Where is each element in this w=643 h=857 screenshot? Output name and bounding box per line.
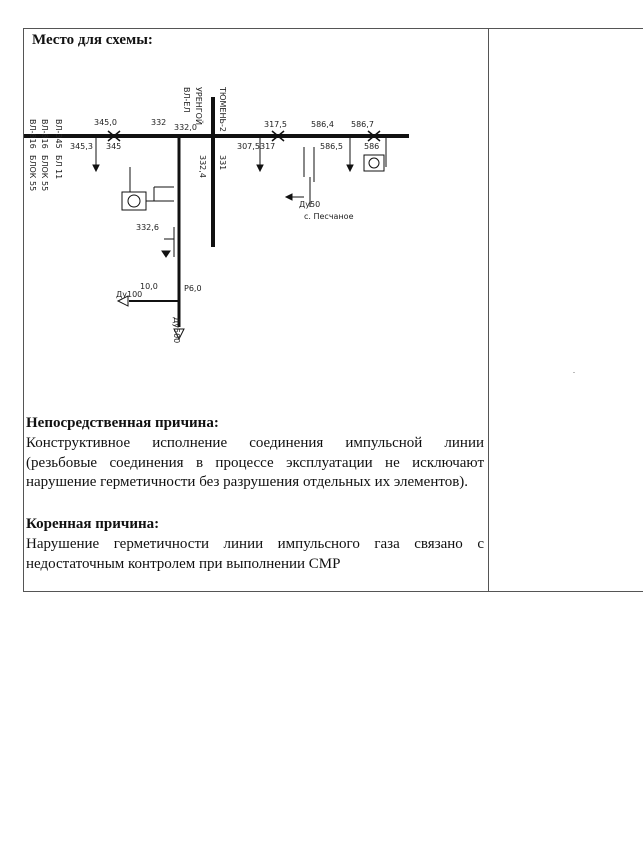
svg-text:10,0: 10,0 bbox=[140, 282, 158, 291]
svg-text:332,4: 332,4 bbox=[198, 155, 207, 178]
svg-text:317,5: 317,5 bbox=[264, 120, 287, 129]
pipeline-schematic-icon bbox=[24, 67, 489, 377]
svg-text:332: 332 bbox=[151, 118, 167, 127]
svg-text:БЛ 11: БЛ 11 bbox=[54, 155, 63, 180]
direct-cause-text: Конструктивное исполнение соединения импульсной линии (резьбовые соединения в процессе эксплуатации не исключают нарушение герметичности без разрушения отдельных их элементов). bbox=[26, 435, 484, 490]
direct-cause-heading: Непосредственная причина: bbox=[26, 415, 219, 431]
svg-text:345,0: 345,0 bbox=[94, 118, 117, 127]
empty-right-cell bbox=[489, 29, 643, 591]
svg-text:БЛОК 55: БЛОК 55 bbox=[28, 155, 37, 192]
svg-text:БЛОК 55: БЛОК 55 bbox=[40, 155, 49, 192]
scheme-title: Место для схемы: bbox=[32, 32, 153, 48]
svg-text:Ду500: Ду500 bbox=[172, 317, 181, 344]
svg-text:345,3: 345,3 bbox=[70, 142, 93, 151]
svg-text:ВЛ-816: ВЛ-816 bbox=[28, 119, 37, 149]
svg-text:ВЛ-345: ВЛ-345 bbox=[54, 119, 63, 149]
svg-text:с. Песчаное: с. Песчаное bbox=[304, 212, 354, 221]
svg-text:Ду100: Ду100 bbox=[116, 290, 143, 299]
svg-text:317: 317 bbox=[260, 142, 276, 151]
svg-text:586,4: 586,4 bbox=[311, 120, 334, 129]
root-cause-text: Нарушение герметичности линии импульсного газа связано с недостаточным контролем при выполнении СМР bbox=[26, 536, 484, 572]
svg-text:586: 586 bbox=[364, 142, 380, 151]
svg-text:Ду50: Ду50 bbox=[299, 200, 321, 209]
svg-text:ВЛ-ЕЛ: ВЛ-ЕЛ bbox=[182, 87, 191, 113]
svg-text:332,0: 332,0 bbox=[174, 123, 197, 132]
incident-form-table bbox=[23, 28, 643, 592]
svg-text:Р6,0: Р6,0 bbox=[184, 284, 202, 293]
svg-text:586,5: 586,5 bbox=[320, 142, 343, 151]
svg-text:586,7: 586,7 bbox=[351, 120, 374, 129]
root-cause-heading: Коренная причина: bbox=[26, 516, 160, 532]
scan-speck bbox=[573, 372, 575, 373]
scheme-cell bbox=[24, 29, 489, 591]
svg-text:307,5: 307,5 bbox=[237, 142, 260, 151]
svg-text:345: 345 bbox=[106, 142, 122, 151]
svg-text:УРЕНГОЙ: УРЕНГОЙ bbox=[194, 87, 203, 125]
svg-text:ТЮМЕНЬ-2: ТЮМЕНЬ-2 bbox=[218, 87, 227, 132]
svg-text:332,6: 332,6 bbox=[136, 223, 159, 232]
svg-text:331: 331 bbox=[218, 155, 227, 171]
svg-text:ВЛ-816: ВЛ-816 bbox=[40, 119, 49, 149]
